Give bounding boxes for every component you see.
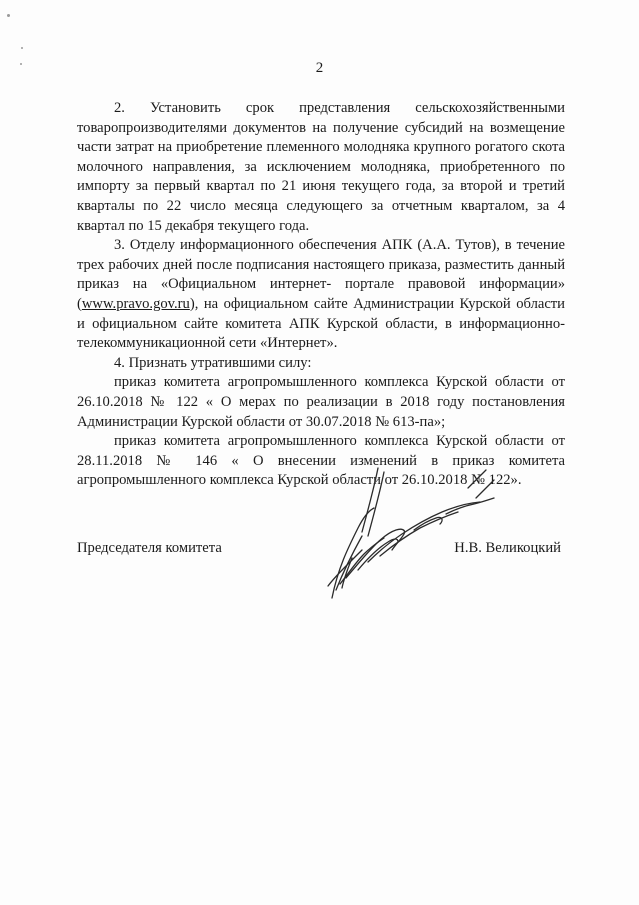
signatory-role: Председателя комитета <box>77 540 222 556</box>
handwritten-signature <box>318 458 508 608</box>
paragraph-repeal-order-146: приказ комитета агропромышленного комплекса Курской области от 28.11.2018 № 146 « О внесении изменений в приказ комитета агропромышленного комплекса Курской области от 26.10.2018 № 122». <box>77 433 565 489</box>
document-body <box>77 99 565 491</box>
paragraph-repeal-order-122: приказ комитета агропромышленного комплекса Курской области от 26.10.2018 № 122 « О мерах по реализации в 2018 году постановления Администрации Курской области от 30.07.2018 № 613-па»; <box>77 374 565 430</box>
scan-speck <box>21 47 23 49</box>
paragraph-repeal-heading: 4. Признать утратившими силу: <box>114 354 312 371</box>
paragraph-publication <box>77 236 565 354</box>
page-number: 2 <box>315 60 324 76</box>
paragraph-publication-text-2: ), на официальном сайте Администрации Курской области и официальном сайте комитета АПК Курской области, в информационно- телекоммуникационной сети «Интернет». <box>77 295 565 352</box>
pravo-gov-link[interactable]: www.pravo.gov.ru <box>81 295 190 312</box>
signatory-name: Н.В. Великоцкий <box>454 540 561 556</box>
paragraph-deadlines: 2. Установить срок представления сельскохозяйственными товаропроизводителями документов на получение субсидий на возмещение части затрат на приобретение племенного молодняка крупного рогатого скота молочного направления, за исключением молодняка, приобретенного по импорту за первый квартал по 21 июня текущего года, за второй и третий кварталы по 22 число месяца следующего за отчетным кварталом, за 4 квартал по 15 декабря текущего года. <box>77 100 565 234</box>
paragraph-publication-text-1: 3. Отделу информационного обеспечения АПК (А.А. Тутов), в течение трех рабочих дней после подписания настоящего приказа, разместить данный приказ на «Официальном интернет- портале правовой информации» ( <box>77 237 565 312</box>
scan-speck <box>7 14 10 17</box>
